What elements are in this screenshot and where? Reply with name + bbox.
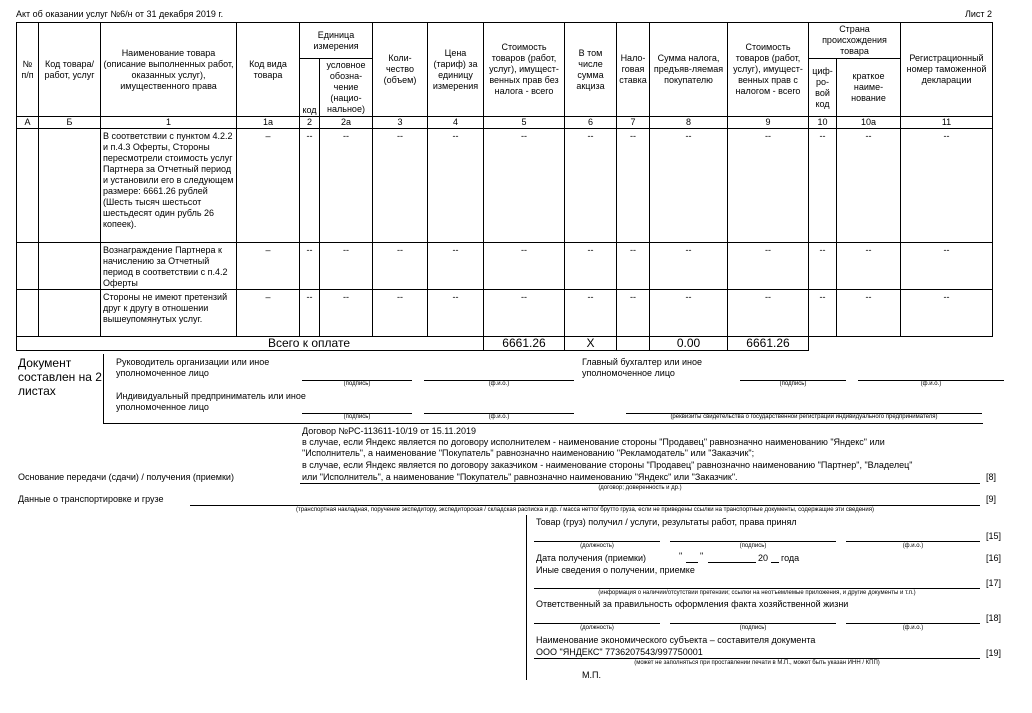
row-kind: – <box>237 290 300 337</box>
transport-label: Данные о транспортировке и грузе <box>18 494 164 504</box>
col-number: А <box>17 117 39 129</box>
row-rate: -- <box>617 129 650 243</box>
col-number: 2 <box>300 117 320 129</box>
header-country: Страна происхождения товара <box>809 23 901 59</box>
field-number: [18] <box>986 613 1002 623</box>
basis-label: Основание передачи (сдачи) / получения (приемки) <box>18 472 234 482</box>
row-customs: -- <box>901 129 993 243</box>
header-unit-code: код <box>300 59 320 117</box>
row-country-code: -- <box>809 129 837 243</box>
total-cost-tax: 6661.26 <box>728 337 809 351</box>
services-table <box>16 22 993 351</box>
row-description: В соответствии с пунктом 4.2.2 и п.4.3 Оферты, Стороны пересмотрели стоимость услуг Партнера за Отчетный период и установили его в следующем размере: 6661.26 рублей (Шесть тысяч шестьсот шестьдесят один рубль 26 копеек). <box>101 129 237 243</box>
col-number: Б <box>39 117 101 129</box>
requisites-hint: (реквизиты свидетельства о государственной регистрации индивидуального предпринимателя) <box>670 414 938 420</box>
sign-hint: (подпись) <box>343 381 371 387</box>
row-unit-code: -- <box>300 129 320 243</box>
row-cost: -- <box>484 243 565 290</box>
row-unit-sym: -- <box>320 243 373 290</box>
row-tax: -- <box>650 290 728 337</box>
col-number: 7 <box>617 117 650 129</box>
total-tax: 0.00 <box>650 337 728 351</box>
row-unit-code: -- <box>300 243 320 290</box>
sign-hint: (подпись) <box>779 381 807 387</box>
row-customs: -- <box>901 290 993 337</box>
field-number: [15] <box>986 531 1002 541</box>
entity-label: Наименование экономического субъекта – составителя документа <box>536 635 816 645</box>
stamp-place: М.П. <box>582 670 601 680</box>
row-rate: -- <box>617 243 650 290</box>
entrepreneur-label: Индивидуальный предприниматель или иное уполномоченное лицо <box>116 391 306 412</box>
row-unit-code: -- <box>300 290 320 337</box>
fio-hint: (ф.и.о.) <box>902 625 924 631</box>
entity-name: ООО "ЯНДЕКС" 7736207543/997750001 <box>536 647 703 657</box>
row-cost-tax: -- <box>728 243 809 290</box>
header-code: Код товара/ работ, услуг <box>39 23 101 117</box>
fio-hint: (ф.и.о.) <box>920 381 942 387</box>
position-hint: (должность) <box>580 543 614 549</box>
header-cost: Стоимость товаров (работ, услуг), имущест-венных прав без налога - всего <box>484 23 565 117</box>
header-qty: Коли-чество (объем) <box>373 23 428 117</box>
col-number: 4 <box>428 117 484 129</box>
sheet-number: Лист 2 <box>965 9 993 19</box>
fio-hint: (ф.и.о.) <box>902 543 924 549</box>
row-country-name: -- <box>837 290 901 337</box>
date-suffix: года <box>781 553 800 563</box>
chief-accountant-label: Главный бухгалтер или иное уполномоченное лицо <box>582 357 703 378</box>
row-unit-sym: -- <box>320 290 373 337</box>
header-cost-tax: Стоимость товаров (работ, услуг), имущест-венных прав с налогом - всего <box>728 23 809 117</box>
row-description: Стороны не имеют претензий друг к другу в отношении вышеупомянутых услуг. <box>101 290 237 337</box>
header-unit: Единица измерения <box>300 23 373 59</box>
col-number: 8 <box>650 117 728 129</box>
row-qty: -- <box>373 243 428 290</box>
date-label: Дата получения (приемки) <box>536 553 646 563</box>
col-number: 2а <box>320 117 373 129</box>
table-row <box>17 290 993 337</box>
header-kind-code: Код вида товара <box>237 23 300 117</box>
row-country-name: -- <box>837 129 901 243</box>
field-number: [8] <box>986 472 997 482</box>
row-kind: – <box>237 243 300 290</box>
field-number: [19] <box>986 648 1002 658</box>
col-number: 10а <box>837 117 901 129</box>
basis-line-3: в случае, если Яндекс является по договору заказчиком - наименование стороны "Продавец" равнозначно наименованию "Партнер", "Владелец" <box>302 460 913 470</box>
header-country-name: краткое наиме-нование <box>837 59 901 117</box>
col-number: 1а <box>237 117 300 129</box>
entity-hint: (может не заполняться при проставлении печати в М.П., может быть указан ИНН / КПП) <box>634 660 880 666</box>
date-quote-close: " <box>700 551 704 561</box>
field-number: [16] <box>986 553 1002 563</box>
row-cost-tax: -- <box>728 129 809 243</box>
header-price: Цена (тариф) за единицу измерения <box>428 23 484 117</box>
total-excise: X <box>565 337 617 351</box>
total-cost: 6661.26 <box>484 337 565 351</box>
row-tax: -- <box>650 243 728 290</box>
row-country-name: -- <box>837 243 901 290</box>
row-description: Вознаграждение Партнера к начислению за Отчетный период в соответствии с п.4.2 Оферты <box>101 243 237 290</box>
doc-composed-note: Документ составлен на 2 листах <box>18 356 102 398</box>
other-info-label: Иные сведения о получении, приемке <box>536 565 695 575</box>
basis-hint: (договор; доверенность и др.) <box>598 485 682 491</box>
row-unit-sym: -- <box>320 129 373 243</box>
received-label: Товар (груз) получил / услуги, результаты работ, права принял <box>536 517 797 527</box>
row-country-code: -- <box>809 290 837 337</box>
basis-line-1: в случае, если Яндекс является по договору исполнителем - наименование стороны "Продавец" равнозначно наименованию "Яндекс" или <box>302 437 885 447</box>
total-row <box>17 337 993 351</box>
row-tax: -- <box>650 129 728 243</box>
table-row <box>17 243 993 290</box>
col-number: 6 <box>565 117 617 129</box>
header-np: № п/п <box>17 23 39 117</box>
row-excise: -- <box>565 290 617 337</box>
fio-hint: (ф.и.о.) <box>488 414 510 420</box>
row-qty: -- <box>373 290 428 337</box>
col-number: 11 <box>901 117 993 129</box>
row-kind: – <box>237 129 300 243</box>
header-customs: Регистрационный номер таможенной декларации <box>901 23 993 117</box>
col-number: 1 <box>101 117 237 129</box>
transport-hint: (транспортная накладная, поручение экспедитору, экспедиторская / складская расписка и др. / масса нетто/ брутто груза, если не приведены ссылки на транспортные документы, содержащие эти сведения) <box>296 507 874 513</box>
sign-hint: (подпись) <box>343 414 371 420</box>
row-excise: -- <box>565 243 617 290</box>
basis-line-2: "Исполнитель", а наименование "Покупатель" равнозначно наименованию "Рекламодатель" или "Заказчик"; <box>302 448 755 458</box>
col-number: 9 <box>728 117 809 129</box>
sign-hint: (подпись) <box>739 625 767 631</box>
row-rate: -- <box>617 290 650 337</box>
total-label: Всего к оплате <box>17 337 484 351</box>
header-unit-sym: условное обозна-чение (нацио-нальное) <box>320 59 373 117</box>
contract-reference: Договор №РС-113611-10/19 от 15.11.2019 <box>302 426 477 436</box>
row-price: -- <box>428 129 484 243</box>
row-cost-tax: -- <box>728 290 809 337</box>
row-price: -- <box>428 243 484 290</box>
date-quote-open: " <box>679 551 683 561</box>
sign-hint: (подпись) <box>739 543 767 549</box>
row-excise: -- <box>565 129 617 243</box>
row-cost: -- <box>484 290 565 337</box>
head-label: Руководитель организации или иное уполномоченное лицо <box>116 357 270 378</box>
row-customs: -- <box>901 243 993 290</box>
row-qty: -- <box>373 129 428 243</box>
table-row <box>17 129 993 243</box>
header-name: Наименование товара (описание выполненных работ, оказанных услуг), имущественного права <box>101 23 237 117</box>
col-number: 5 <box>484 117 565 129</box>
document-title: Акт об оказании услуг №6/н от 31 декабря 2019 г. <box>16 9 224 19</box>
field-number: [17] <box>986 578 1002 588</box>
field-number: [9] <box>986 494 997 504</box>
responsible-label: Ответственный за правильность оформления факта хозяйственной жизни <box>536 599 849 609</box>
header-rate: Нало-говая ставка <box>617 23 650 117</box>
header-excise: В том числе сумма акциза <box>565 23 617 117</box>
fio-hint: (ф.и.о.) <box>488 381 510 387</box>
col-number: 10 <box>809 117 837 129</box>
header-country-code: циф-ро-вой код <box>809 59 837 117</box>
row-cost: -- <box>484 129 565 243</box>
col-number: 3 <box>373 117 428 129</box>
row-country-code: -- <box>809 243 837 290</box>
position-hint: (должность) <box>580 625 614 631</box>
other-info-hint: (информация о наличии/отсутствии претензии; ссылки на неотъемлемые приложения, и другие документы и т.п.) <box>598 590 916 596</box>
header-tax: Сумма налога, предъяв-ляемая покупателю <box>650 23 728 117</box>
row-price: -- <box>428 290 484 337</box>
basis-line-4: или "Исполнитель", а наименование "Покупатель" равнозначно наименованию "Яндекс" или "Заказчик". <box>302 472 738 482</box>
date-year: 20 <box>758 553 769 563</box>
